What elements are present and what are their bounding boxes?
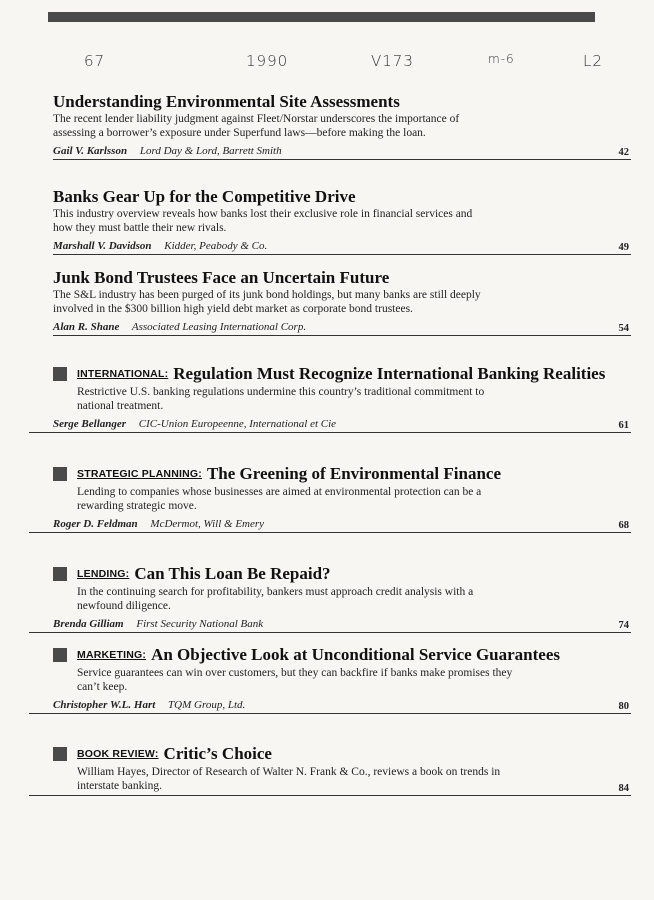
handwritten-note-4: m-6	[488, 52, 515, 66]
page-number: 68	[618, 520, 629, 531]
article-author: Roger D. Feldman	[53, 518, 138, 530]
article-description: Restrictive U.S. banking regulations undermine this country’s traditional commitment to national treatment.	[77, 386, 485, 412]
section-tag: STRATEGIC PLANNING:	[77, 468, 202, 480]
toc-entry	[53, 92, 631, 160]
page-number: 80	[618, 701, 629, 712]
article-author: Serge Bellanger	[53, 418, 127, 430]
article-title	[77, 564, 631, 584]
handwritten-note-3: V173	[371, 52, 414, 70]
article-byline	[29, 418, 631, 433]
section-bullet-square	[53, 367, 67, 381]
article-title-text: Critic’s Choice	[163, 744, 272, 763]
handwritten-note-1: 67	[84, 52, 106, 70]
article-affiliation: Associated Leasing International Corp.	[131, 321, 307, 333]
toc-entry	[53, 268, 631, 336]
toc-entry	[53, 364, 631, 433]
article-title: Understanding Environmental Site Assessments	[53, 92, 400, 111]
section-bullet-square	[53, 648, 67, 662]
article-description: Lending to companies whose businesses are aimed at environmental protection can be a rewarding strategic move.	[77, 486, 482, 512]
section-tag: BOOK REVIEW:	[77, 748, 159, 760]
article-affiliation: First Security National Bank	[136, 618, 264, 630]
article-byline	[29, 618, 631, 633]
article-description: In the continuing search for profitability, bankers must approach credit analysis with a newfound diligence.	[77, 586, 474, 612]
article-author: Marshall V. Davidson	[53, 240, 152, 252]
article-description: This industry overview reveals how banks lost their exclusive role in financial services and how they must battle their new rivals.	[53, 208, 473, 234]
toc-entry	[53, 744, 631, 796]
article-description: Service guarantees can win over customers, but they can backfire if banks make promises they can’t keep.	[77, 667, 513, 693]
article-author: Alan R. Shane	[53, 321, 120, 333]
article-title	[77, 645, 631, 665]
section-bullet-square	[53, 747, 67, 761]
section-bullet-square	[53, 567, 67, 581]
article-title	[77, 364, 631, 384]
section-tag: INTERNATIONAL:	[77, 368, 169, 380]
page-number: 84	[618, 783, 629, 794]
handwritten-note-5: L2	[583, 52, 603, 70]
toc-entry	[53, 564, 631, 633]
handwritten-note-2: 1990	[246, 52, 289, 70]
article-affiliation: Kidder, Peabody & Co.	[164, 240, 268, 252]
article-affiliation: McDermot, Will & Emery	[150, 518, 265, 530]
article-title: Junk Bond Trustees Face an Uncertain Future	[53, 268, 390, 287]
article-description: The recent lender liability judgment against Fleet/Norstar underscores the importance of assessing a borrower’s exposure under Superfund laws—before making the loan.	[53, 113, 460, 139]
page-number: 61	[618, 420, 629, 431]
article-affiliation: Lord Day & Lord, Barrett Smith	[139, 145, 282, 157]
article-title-text: An Objective Look at Unconditional Service Guarantees	[151, 645, 560, 664]
article-byline	[29, 779, 631, 796]
article-title: Banks Gear Up for the Competitive Drive	[53, 187, 356, 206]
article-title-text: Can This Loan Be Repaid?	[134, 564, 331, 583]
section-bullet-square	[53, 467, 67, 481]
article-affiliation: TQM Group, Ltd.	[168, 699, 246, 711]
section-tag: LENDING:	[77, 568, 130, 580]
page-number: 42	[618, 147, 629, 158]
article-affiliation: CIC-Union Europeenne, International et Cie	[138, 418, 337, 430]
page-number: 49	[618, 242, 629, 253]
toc-entry	[53, 187, 631, 255]
article-author: Brenda Gilliam	[53, 618, 124, 630]
toc-entry	[53, 645, 631, 714]
article-byline	[29, 699, 631, 714]
article-byline	[53, 321, 631, 336]
section-tag: MARKETING:	[77, 649, 147, 661]
article-title	[77, 464, 631, 484]
article-title	[77, 744, 631, 764]
article-description: The S&L industry has been purged of its junk bond holdings, but many banks are still deeply involved in the $300 billion high yield debt market as corporate bond trustees.	[53, 289, 481, 315]
page-number: 74	[618, 620, 629, 631]
article-byline	[53, 240, 631, 255]
article-title-text: Regulation Must Recognize International Banking Realities	[173, 364, 606, 383]
article-description: William Hayes, Director of Research of Walter N. Frank & Co., reviews a book on trends in interstate banking.	[77, 766, 501, 792]
article-byline	[29, 518, 631, 533]
article-title-text: The Greening of Environmental Finance	[206, 464, 501, 483]
page-number: 54	[618, 323, 629, 334]
article-author: Christopher W.L. Hart	[53, 699, 156, 711]
top-rule-bar	[48, 12, 595, 22]
toc-entry	[53, 464, 631, 533]
article-byline	[53, 145, 631, 160]
article-author: Gail V. Karlsson	[53, 145, 128, 157]
